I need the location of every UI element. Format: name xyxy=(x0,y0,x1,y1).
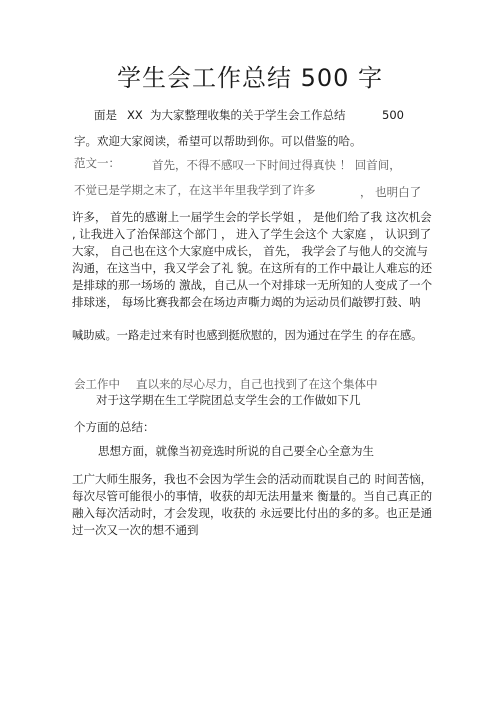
sample-line-2a: 不觉已是学期之末了，在这半年里我学到了许多 xyxy=(74,183,316,197)
sample-line-2b: ， 也明白了 xyxy=(360,185,422,199)
document-title: 学生会工作总结 500 字 xyxy=(116,64,384,92)
line-c: 个方面的总结： xyxy=(74,420,155,434)
sample-label: 范文一： xyxy=(74,156,120,170)
intro-text-b: XX xyxy=(127,108,143,122)
intro-text-a: 面是 xyxy=(94,108,117,122)
line-d: 思想方面，就像当初竞选时所说的自己要全心全意为生 xyxy=(98,444,374,458)
line-a-prefix: 会工作中 xyxy=(74,377,120,391)
intro-text-c: 为大家整理收集的关于学生会工作总结 xyxy=(150,108,346,122)
intro-text-d: 500 xyxy=(382,108,404,122)
line-b: 对于这学期在生工学院团总支学生会的工作做如下几 xyxy=(96,393,361,407)
intro-line-2: 字。欢迎大家阅读，希望可以帮助到你。可以借鉴的哈。 xyxy=(74,134,362,148)
line-a-rest: 直以来的尽心尽力，自己也找到了在这个集体中 xyxy=(136,377,378,391)
paragraph-1: 许多， 首先的感谢上一届学生会的学长学姐 ， 是他们给了我 这次机会 , 让我进入了治保部这个部门 ， 进入了学生会这个 大家庭 ， 认识到了大家， 自己也在这个大家庭中成长， 首先， 我学会了与他人的交流与沟通，在这当中，我又学会了礼 貌。在这所有的工作中最让人难忘的还是排球的那一场场的 激战，自己从一个对排球一无所知的人变成了一个排球迷， 每场比赛我都会在场边声嘶力竭的为运动员们敲锣打鼓、呐 xyxy=(72,210,433,309)
sample-line-1: 首先，不得不感叹一下时间过得真快 ！ 回首间， xyxy=(152,158,401,172)
paragraph-2: 喊助威。一路走过来有时也感到挺欣慰的，因为通过在学生 的存在感。 xyxy=(72,329,423,342)
paragraph-3: 工广大师生服务，我也不会因为学生会的活动而耽误自己的 时间苦恼，每次尽管可能很小的事情，收获的却无法用量来 衡量的。当自己真正的融入每次活动时，才会发现，收获的 永远要比付出的多的多。也正是通过一次又一次的想不通到 xyxy=(72,472,433,537)
